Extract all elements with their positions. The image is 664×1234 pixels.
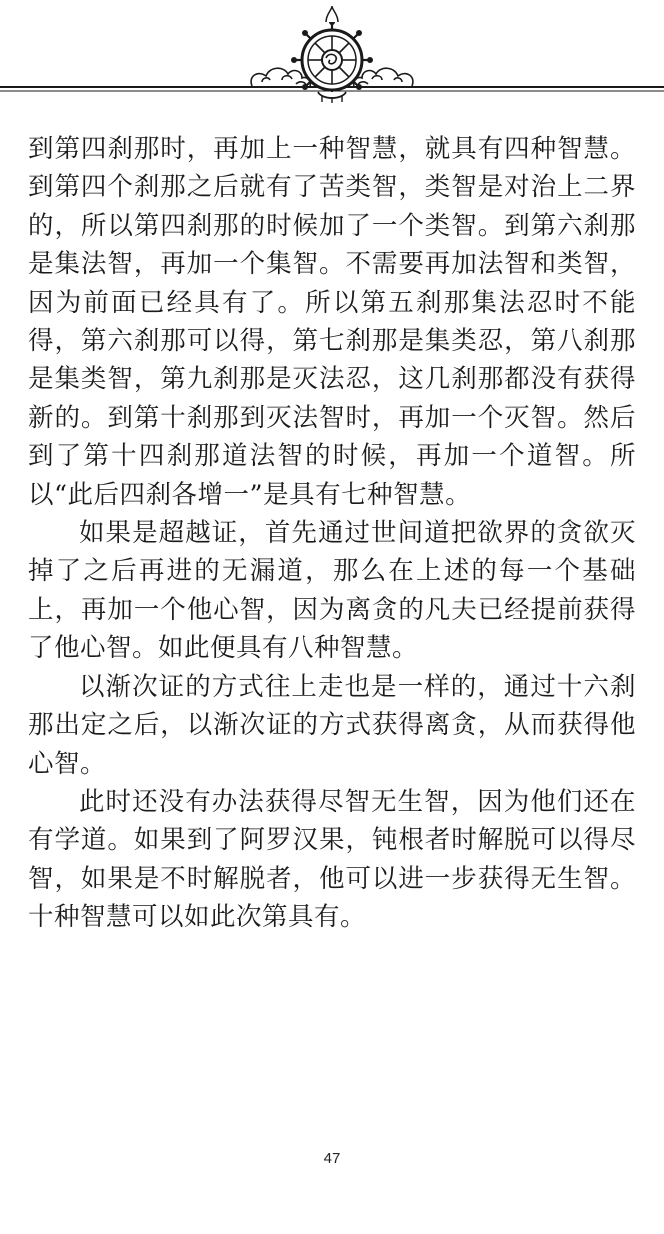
page-number: 47 [323, 1150, 341, 1167]
dharma-wheel-icon [291, 6, 373, 103]
paragraph-2: 如果是超越证，首先通过世间道把欲界的贪欲灭掉了之后再进的无漏道，那么在上述的每一个基础上，再加一个他心智，因为离贪的凡夫已经提前获得了他心智。如此便具有八种智慧。 [28, 518, 636, 664]
right-cloud-icon [354, 68, 413, 86]
left-cloud-icon [251, 68, 310, 86]
paragraph-4: 此时还没有办法获得尽智无生智，因为他们还在有学道。如果到了阿罗汉果，钝根者时解脱可以得尽智，如果是不时解脱者，他可以进一步获得无生智。十种智慧可以如此次第具有。 [28, 786, 636, 933]
paragraph-3: 以渐次证的方式往上走也是一样的，通过十六刹那出定之后，以渐次证的方式获得离贪，从而获得他心智。 [28, 671, 636, 779]
body-text [28, 130, 636, 937]
paragraph-1: 到第四刹那时，再加上一种智慧，就具有四种智慧。到第四个刹那之后就有了苦类智，类智是对治上二界的，所以第四刹那的时候加了一个类智。到第六刹那是集法智，再加一个集智。不需要再加法智和类智，因为前面已经具有了。所以第五刹那集法忍时不能得，第六刹那可以得，第七刹那是集类忍，第八刹那是集类智，第九刹那是灭法忍，这几刹那都没有获得新的。到第十刹那到灭法智时，再加一个灭智。然后到了第十四刹那道法智的时候，再加一个道智。所以“此后四刹各增一”是具有七种智慧。 [28, 134, 636, 510]
header-ornament [0, 0, 664, 110]
